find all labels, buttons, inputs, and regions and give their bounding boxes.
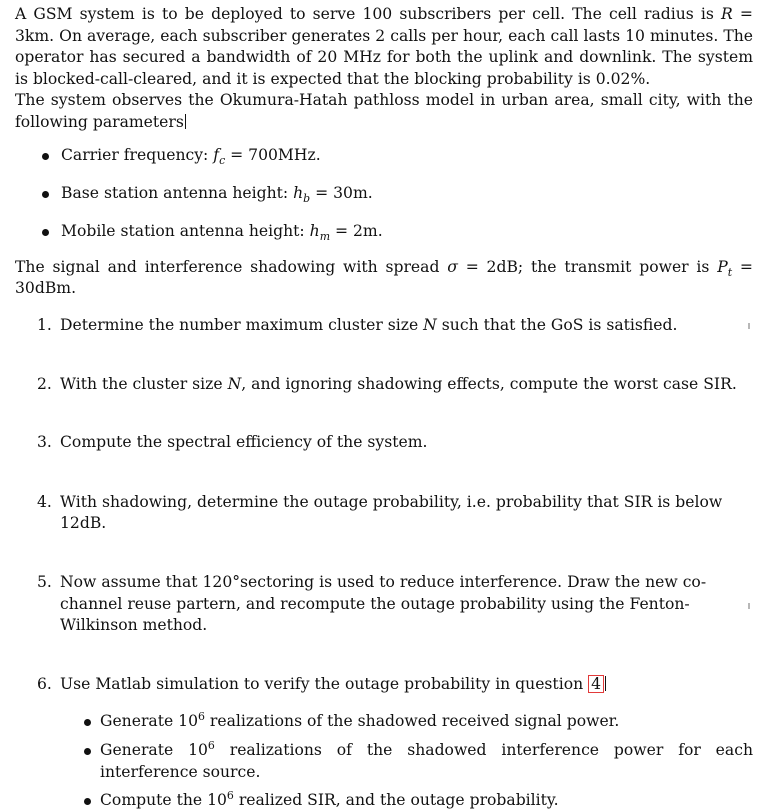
param-label: Carrier frequency: [61,145,214,164]
question-text-end: such that the GoS is satisfied. [436,316,678,335]
question-text: Determine the number maximum cluster size [60,316,424,335]
simulation-step-2 [60,740,753,783]
param-ms-antenna-height [15,221,753,243]
question-text: Now assume that 120°sectoring is used to reduce interference. Draw the new co-channel reuse partern, and recompute the outage probability using the Fenton-Wilkinson method. [60,573,707,635]
intro-text-2: On average, each subscriber generates 2 calls per hour, each call lasts 10 minutes. The operator has secured a bandwidth of 20 MHz for both the uplink and downlink. The system is blocked-call-cleared, and it is expected that the blocking probability is 0.02%. [15,26,753,88]
param-symbol: h [309,221,320,240]
cell-radius-symbol: R [721,5,733,23]
simulation-steps [60,711,753,811]
model-paragraph [15,90,753,133]
question-number: 2. [37,374,52,393]
sigma-symbol: σ [447,257,458,276]
param-label: Mobile station antenna height: [61,221,310,240]
shadow-text-3: = 30dBm. [15,257,753,298]
question-number: 5. [37,573,52,591]
simulation-step-1 [60,711,753,733]
parameter-list [15,145,753,243]
step-text-end: realized SIR, and the outage probability. [233,791,559,810]
text-cursor [185,114,186,129]
question-text: Compute the spectral efficiency of the system. [60,433,428,452]
power-symbol: P [717,257,728,276]
cell-radius-value: = 3km. [15,5,753,45]
param-symbol: h [293,183,304,202]
param-carrier-frequency [15,145,753,167]
question-text-end: , and ignoring shadowing effects, compute the worst case SIR. [241,374,737,393]
intro-paragraph [15,4,753,90]
scan-artifact-mark [748,603,750,609]
param-value: = 2m. [330,221,383,240]
param-symbol: f [213,145,220,164]
param-label: Base station antenna height: [61,183,294,202]
question-3 [15,432,753,454]
shadow-text-1: The signal and interference shadowing with spread [15,257,448,276]
question-list [15,315,753,812]
step-exponent: 6 [226,788,234,802]
question-text: With the cluster size [60,374,228,393]
step-text: Generate 10 [100,740,208,759]
model-text: The system observes the Okumura-Hatah pathloss model in urban area, small city, with the following parameters [15,91,753,131]
question-number: 1. [37,316,52,335]
power-subscript: t [727,265,733,279]
shadowing-statement [15,257,753,300]
param-value: = 700MHz. [225,145,321,164]
cluster-size-symbol: N [423,316,437,335]
shadow-text-2: = 2dB; the transmit power is [457,257,718,276]
step-text: Generate 10 [100,712,199,731]
question-4 [15,492,753,535]
question-5 [15,572,753,637]
param-bs-antenna-height [15,183,753,205]
question-number: 3. [37,433,52,452]
simulation-step-3 [60,790,753,812]
param-value: = 30m. [310,183,373,202]
question-2 [15,374,753,396]
question-text: Use Matlab simulation to verify the outage probability in question [60,674,589,693]
text-cursor [605,676,606,691]
question-1 [15,315,753,337]
cluster-size-symbol: N [227,374,242,393]
scan-artifact-mark [748,323,750,329]
question-number: 4. [37,492,52,511]
step-text-end: realizations of the shadowed interference power for each interference source. [100,740,753,781]
question-reference-link[interactable]: 4 [588,675,604,693]
step-exponent: 6 [198,710,205,724]
step-exponent: 6 [207,738,215,752]
step-text-end: realizations of the shadowed received signal power. [204,712,620,731]
question-number: 6. [37,674,52,693]
param-subscript: c [219,153,226,167]
step-text: Compute the 10 [100,791,227,810]
param-subscript: m [319,229,331,243]
intro-text-1: A GSM system is to be deployed to serve 100 subscribers per cell. The cell radius is [15,5,722,23]
question-text: With shadowing, determine the outage probability, i.e. probability that SIR is below 12dB. [60,492,723,533]
question-6 [15,674,753,812]
param-subscript: b [303,191,311,205]
